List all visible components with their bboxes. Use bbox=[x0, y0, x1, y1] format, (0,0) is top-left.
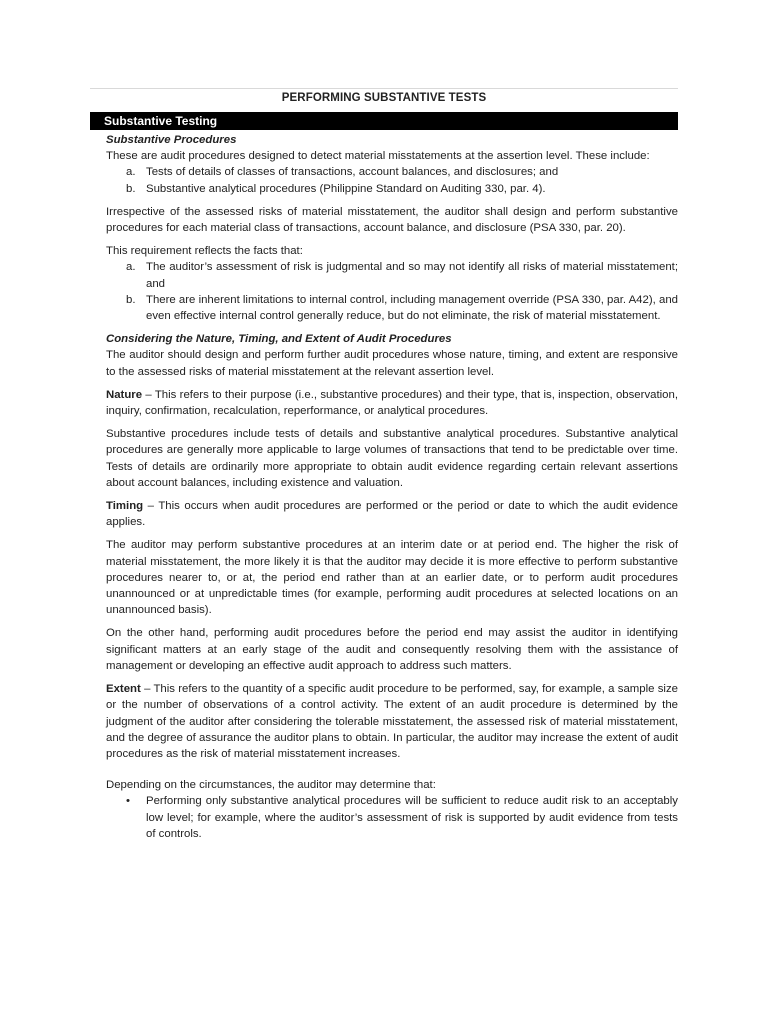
paragraph-irrespective: Irrespective of the assessed risks of material misstatement, the auditor shall design and perform substantive procedures for each material class of transactions, account balance, and disclosure (PSA 330, par. 20). bbox=[106, 205, 678, 235]
subheading-nature-timing-extent: Considering the Nature, Timing, and Extent of Audit Procedures bbox=[106, 333, 452, 346]
paragraph-other-hand: On the other hand, performing audit procedures before the period end may assist the auditor in identifying significant matters at an early stage of the audit and consequently resolving them with the assistance of management or developing an effective audit approach to address such matters. bbox=[106, 627, 678, 672]
list-item-text: Substantive analytical procedures (Philippine Standard on Auditing 330, par. 4). bbox=[146, 182, 546, 195]
paragraph-timing bbox=[106, 498, 678, 530]
list-item bbox=[106, 793, 678, 842]
nature-definition: – This refers to their purpose (i.e., substantive procedures) and their type, that is, inspection, observation, inquiry, confirmation, recalculation, reperformance, or analytical procedures. bbox=[106, 388, 678, 418]
list-item-text: Performing only substantive analytical procedures will be sufficient to reduce audit risk to an acceptably low level; for example, where the auditor’s assessment of risk is supported by audit evidence from tests of controls. bbox=[146, 795, 678, 840]
list-item-text: The auditor’s assessment of risk is judgmental and so may not identify all risks of material misstatement; and bbox=[146, 261, 678, 290]
list-item bbox=[106, 164, 678, 180]
paragraph-design-perform: The auditor should design and perform further audit procedures whose nature, timing, and extent are responsive to the assessed risks of material misstatement at the relevant assertion level. bbox=[106, 349, 678, 378]
document-title: PERFORMING SUBSTANTIVE TESTS bbox=[90, 88, 678, 104]
list-item-text: Tests of details of classes of transactions, account balances, and disclosures; and bbox=[146, 166, 559, 179]
list-marker: a. bbox=[126, 166, 136, 179]
list-item bbox=[106, 181, 678, 197]
list-marker: b. bbox=[126, 293, 136, 306]
list-substantive-procedures bbox=[106, 164, 678, 196]
paragraph-intro: These are audit procedures designed to detect material misstatements at the assertion level. These include: bbox=[106, 150, 650, 163]
list-item bbox=[106, 292, 678, 324]
timing-definition: – This occurs when audit procedures are performed or the period or date to which the audit evidence applies. bbox=[106, 500, 678, 529]
term-extent: Extent bbox=[106, 683, 141, 696]
document-content bbox=[90, 132, 678, 842]
paragraph-extent bbox=[106, 681, 678, 762]
spacer bbox=[106, 769, 678, 777]
list-marker: a. bbox=[126, 261, 136, 274]
extent-definition: – This refers to the quantity of a specific audit procedure to be performed, say, for example, a sample size or the number of observations of a control activity. The extent of an audit procedure is determined by the judgment of the auditor after considering the tolerable misstatement, the assessed risk of material misstatement, and the degree of assurance the auditor plans to obtain. In particular, the auditor may increase the extent of audit procedures as the risk of material misstatement increases. bbox=[106, 683, 678, 760]
list-bullets bbox=[106, 793, 678, 842]
section-header: Substantive Testing bbox=[90, 112, 678, 130]
bullet-marker: • bbox=[126, 795, 130, 808]
paragraph-substantive-include: Substantive procedures include tests of details and substantive analytical procedures. Substantive analytical procedures are generally more applicable to large volumes of transactions that tend to be predictable over time. Tests of details are ordinarily more appropriate to obtain audit evidence regarding certain relevant assertions about account balances, including existence and valuation. bbox=[106, 428, 678, 489]
list-marker: b. bbox=[126, 182, 136, 195]
document-page bbox=[90, 88, 678, 849]
paragraph-depending: Depending on the circumstances, the auditor may determine that: bbox=[106, 779, 436, 792]
subheading-substantive-procedures: Substantive Procedures bbox=[106, 134, 237, 146]
term-nature: Nature bbox=[106, 388, 143, 401]
paragraph-interim: The auditor may perform substantive procedures at an interim date or at period end. The higher the risk of material misstatement, the more likely it is that the auditor may decide it is more effective to perform substantive procedures nearer to, or at, the period end rather than at an earlier date, or to perform audit procedures unannounced or at unpredictable times (for example, performing audit procedures at selected locations on an unannounced basis). bbox=[106, 539, 678, 617]
list-item bbox=[106, 259, 678, 291]
list-facts bbox=[106, 259, 678, 324]
paragraph-requirement: This requirement reflects the facts that: bbox=[106, 245, 303, 258]
term-timing: Timing bbox=[106, 500, 144, 513]
paragraph-nature bbox=[106, 387, 678, 419]
list-item-text: There are inherent limitations to internal control, including management override (PSA 330, par. A42), and even effective internal control generally reduce, but do not eliminate, the risk of material misstatement. bbox=[146, 293, 678, 323]
